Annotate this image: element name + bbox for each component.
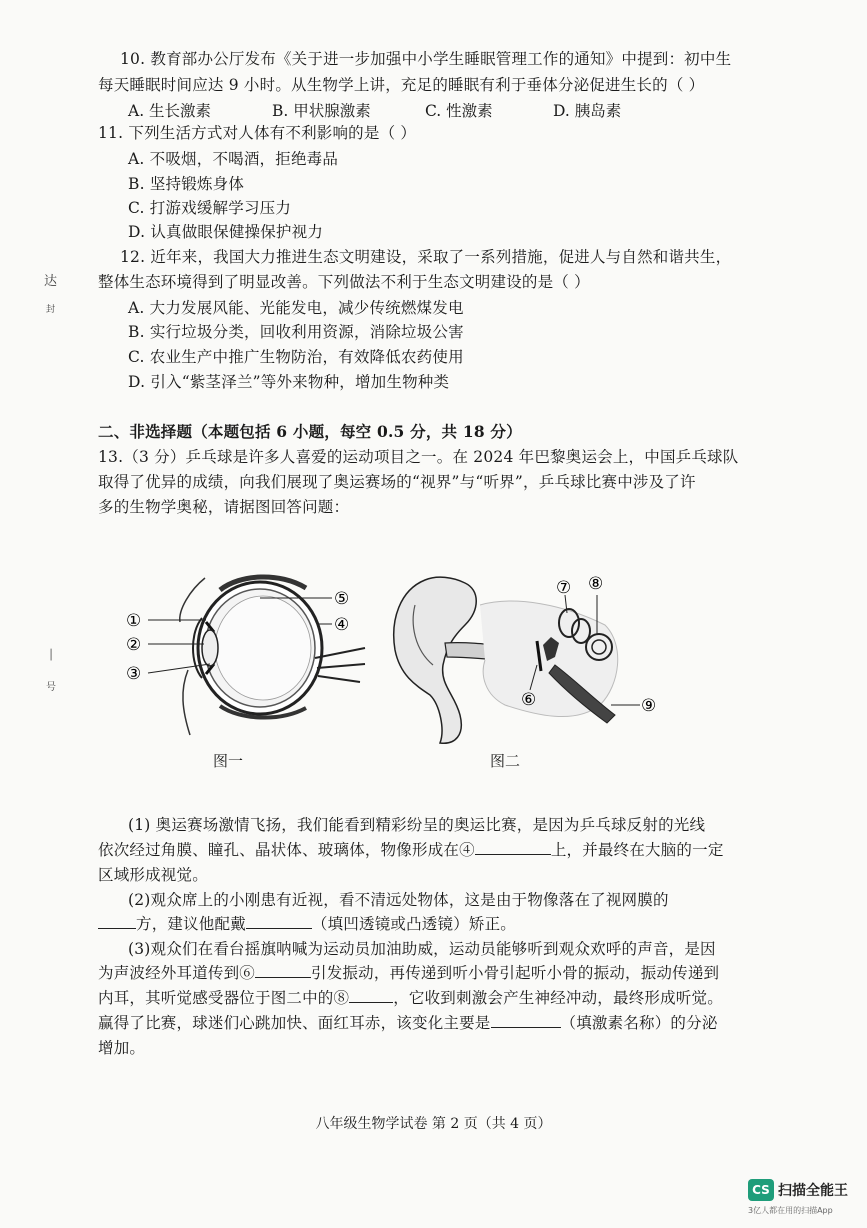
ear-diagram: [385, 565, 675, 750]
fig2-label-7: ⑦: [556, 578, 572, 598]
fig1-label-1: ①: [126, 611, 142, 631]
q13-sub3-line2: [98, 962, 719, 984]
lens: [202, 630, 218, 666]
fig2-label-9: ⑨: [641, 696, 657, 716]
answer-blank-retina[interactable]: [475, 840, 551, 855]
q13-sub2-text-a: 方，建议他配戴: [136, 915, 246, 933]
q13-sub3-text-e: 赢得了比赛，球迷们心跳加快、面红耳赤，该变化主要是: [98, 1014, 491, 1032]
q13-sub3-text-c: 内耳，其听觉感受器位于图二中的⑧: [98, 989, 350, 1007]
scanner-watermark: [748, 1179, 858, 1219]
q13-sub3-line3: [98, 987, 723, 1009]
q13-sub1-text-a: 依次经过角膜、瞳孔、晶状体、玻璃体，物像形成在④: [98, 841, 475, 859]
face-contour: [183, 670, 190, 735]
q10-options: [0, 99, 867, 121]
scanner-name: 扫描全能王: [778, 1183, 848, 1199]
q13-sub3-line5: 增加。: [98, 1039, 146, 1057]
answer-blank-cochlea[interactable]: [349, 988, 393, 1003]
q11-option-d: D. 认真做眼保健操保护视力: [128, 223, 324, 241]
fig1-label-3: ③: [126, 664, 142, 684]
fig1-label-4: ④: [334, 615, 350, 635]
q12-option-a: A. 大力发展风能、光能发电，减少传统燃煤发电: [128, 299, 464, 317]
q13-sub3-text-d: ，它收到刺激会产生神经冲动，最终形成听觉。: [393, 989, 723, 1007]
q13-sub3-text-b: 引发振动，再传递到听小骨引起听小骨的振动，振动传递到: [311, 964, 720, 982]
q10-option-d: D. 胰岛素: [553, 102, 622, 120]
margin-mark-1: 达: [44, 274, 58, 289]
q11-option-a: A. 不吸烟，不喝酒，拒绝毒品: [128, 150, 339, 168]
q10-stem-line2: 每天睡眠时间应达 9 小时。从生物学上讲，充足的睡眠有利于垂体分泌促进生长的（ ）: [98, 76, 705, 94]
q13-sub3-text-f: （填激素名称）的分泌: [560, 1014, 718, 1032]
q13-stem-line2: 取得了优异的成绩，向我们展现了奥运赛场的“视界”与“听界”，乒乓球比赛中涉及了许: [98, 473, 696, 491]
q13-sub3-text-a: 为声波经外耳道传到⑥: [98, 964, 256, 982]
fig2-label-8: ⑧: [588, 574, 604, 594]
fig1-caption: 图一: [213, 752, 244, 770]
vitreous-body: [215, 596, 311, 700]
q10-option-c: C. 性激素: [425, 102, 493, 120]
q13-sub2-line1: (2)观众席上的小刚患有近视，看不清远处物体，这是由于物像落在了视网膜的: [128, 891, 669, 909]
q10-option-a: A. 生长激素: [128, 102, 212, 120]
q12-stem-line1: 12. 近年来，我国大力推进生态文明建设，采取了一系列措施，促进人与自然和谐共生，: [120, 248, 732, 266]
cs-logo-icon: CS: [748, 1179, 774, 1201]
q13-sub3-line4: [98, 1012, 718, 1034]
q12-stem-line2: 整体生态环境得到了明显改善。下列做法不利于生态文明建设的是（ ）: [98, 273, 590, 291]
fig2-caption: 图二: [490, 752, 521, 770]
eye-diagram: [110, 560, 370, 750]
answer-blank-lens[interactable]: [246, 914, 312, 929]
answer-blank-direction[interactable]: [98, 914, 136, 929]
q13-sub2-line2: [98, 913, 516, 935]
q13-sub1-line2: [98, 839, 724, 861]
q13-sub3-line1: (3)观众们在看台摇旗呐喊为运动员加油助威，运动员能够听到观众欢呼的声音，是因: [128, 940, 716, 958]
fig1-label-2: ②: [126, 635, 142, 655]
fig2-label-6: ⑥: [521, 690, 537, 710]
q13-stem-line3: 多的生物学奥秘，请据图回答问题：: [98, 498, 350, 516]
q11-option-b: B. 坚持锻炼身体: [128, 175, 245, 193]
q12-option-c: C. 农业生产中推广生物防治，有效降低农药使用: [128, 348, 464, 366]
q13-sub1-text-b: 上，并最终在大脑的一定: [550, 841, 724, 859]
margin-mark-3: │: [48, 650, 55, 661]
auricle: [394, 577, 477, 743]
q11-stem: 11. 下列生活方式对人体有不利影响的是（ ）: [98, 124, 417, 142]
q13-sub2-text-b: （填凹透镜或凸透镜）矫正。: [311, 915, 517, 933]
scanner-tagline: 3亿人都在用的扫描App: [748, 1206, 833, 1215]
q13-stem-line1: 13.（3 分）乒乓球是许多人喜爱的运动项目之一。在 2024 年巴黎奥运会上，中国乒乓球队: [98, 448, 739, 466]
q11-option-c: C. 打游戏缓解学习压力: [128, 199, 292, 217]
answer-blank-hormone[interactable]: [491, 1013, 561, 1028]
q13-sub1-line1: (1) 奥运赛场激情飞扬，我们能看到精彩纷呈的奥运比赛，是因为乒乓球反射的光线: [128, 816, 706, 834]
q12-option-b: B. 实行垃圾分类，回收利用资源，消除垃圾公害: [128, 323, 464, 341]
q13-sub1-line3: 区域形成视觉。: [98, 866, 208, 884]
eyelid-contour: [180, 578, 205, 622]
fig1-label-5: ⑤: [334, 589, 350, 609]
q12-option-d: D. 引入“紫茎泽兰”等外来物种，增加生物种类: [128, 373, 450, 391]
page-footer: 八年级生物学试卷 第 2 页（共 4 页）: [315, 1116, 552, 1132]
margin-mark-2: 封: [46, 305, 56, 315]
q10-option-b: B. 甲状腺激素: [272, 102, 371, 120]
answer-blank-eardrum[interactable]: [255, 963, 311, 978]
section2-title: 二、非选择题（本题包括 6 小题，每空 0.5 分，共 18 分）: [98, 422, 522, 441]
margin-mark-4: 号: [46, 682, 56, 693]
q10-stem-line1: 10. 教育部办公厅发布《关于进一步加强中小学生睡眠管理工作的通知》中提到：初中生: [120, 50, 732, 68]
